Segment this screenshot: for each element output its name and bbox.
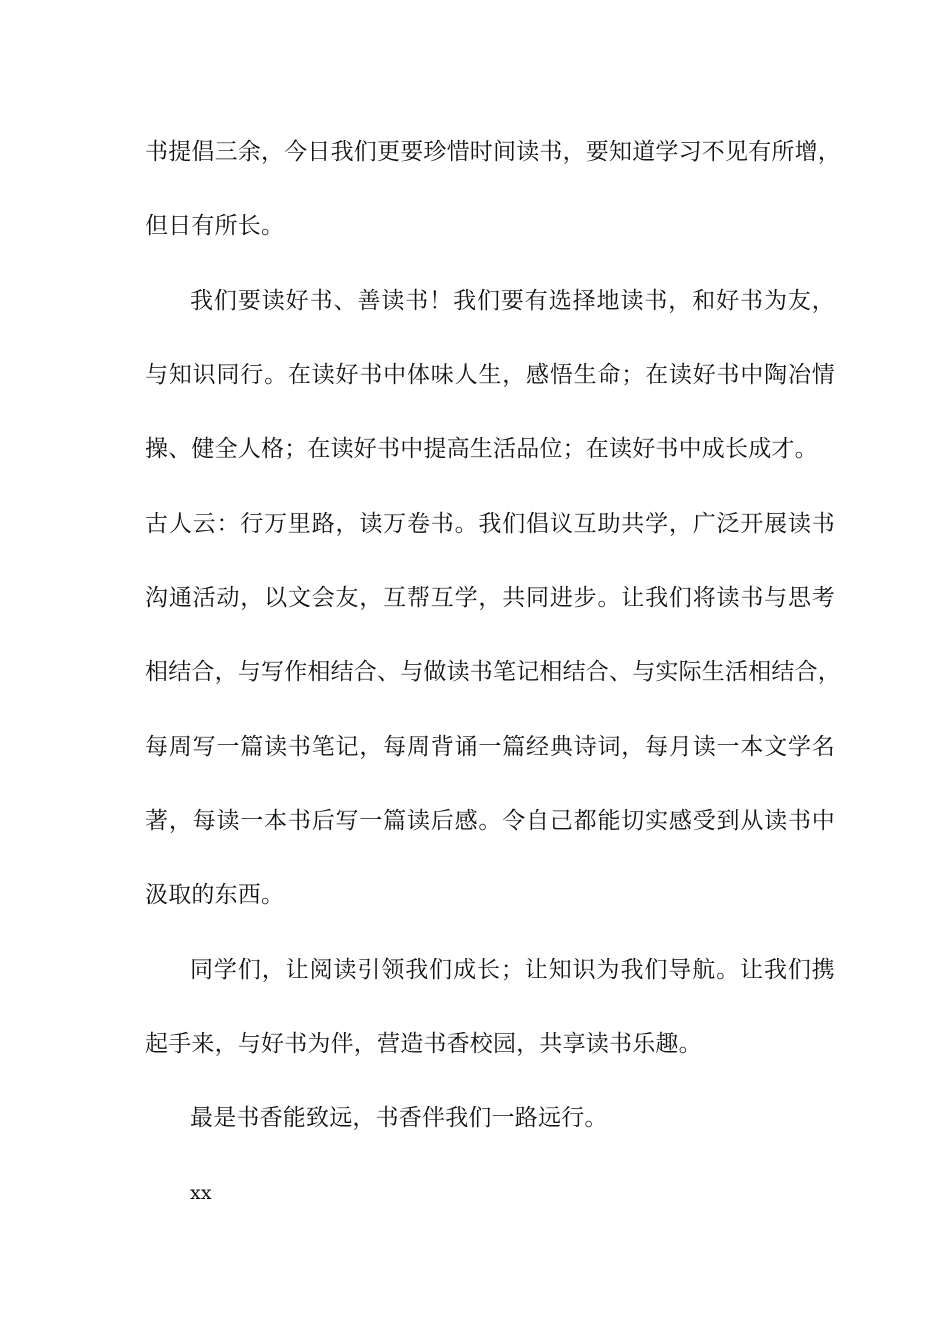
text-line: 每周写一篇读书笔记，每周背诵一篇经典诗词，每月读一本文学名: [145, 734, 835, 760]
paragraph-start-line: 我们要读好书、善读书！我们要有选择地读书，和好书为友，: [190, 288, 835, 314]
text-line: 古人云：行万里路，读万卷书。我们倡议互助共学，广泛开展读书: [145, 511, 835, 537]
paragraph-start-line: 同学们，让阅读引领我们成长；让知识为我们导航。让我们携: [190, 957, 835, 983]
text-line: 著，每读一本书后写一篇读后感。令自己都能切实感受到从读书中: [145, 808, 835, 834]
text-line: 操、健全人格；在读好书中提高生活品位；在读好书中成长成才。: [145, 436, 818, 462]
paragraph-start-line: 最是书香能致远，书香伴我们一路远行。: [190, 1105, 608, 1131]
text-line: 起手来，与好书为伴，营造书香校园，共享读书乐趣。: [145, 1031, 702, 1057]
text-line: 汲取的东西。: [145, 882, 285, 908]
text-line: 沟通活动，以文会友，互帮互学，共同进步。让我们将读书与思考: [145, 585, 835, 611]
signature-line: xx: [190, 1182, 212, 1204]
text-line: 相结合，与写作相结合、与做读书笔记相结合、与实际生活相结合，: [145, 659, 841, 685]
text-line: 与知识同行。在读好书中体味人生，感悟生命；在读好书中陶冶情: [145, 362, 835, 388]
text-line: 书提倡三余，今日我们更要珍惜时间读书，要知道学习不见有所增，: [145, 139, 841, 165]
text-line: 但日有所长。: [145, 213, 285, 239]
